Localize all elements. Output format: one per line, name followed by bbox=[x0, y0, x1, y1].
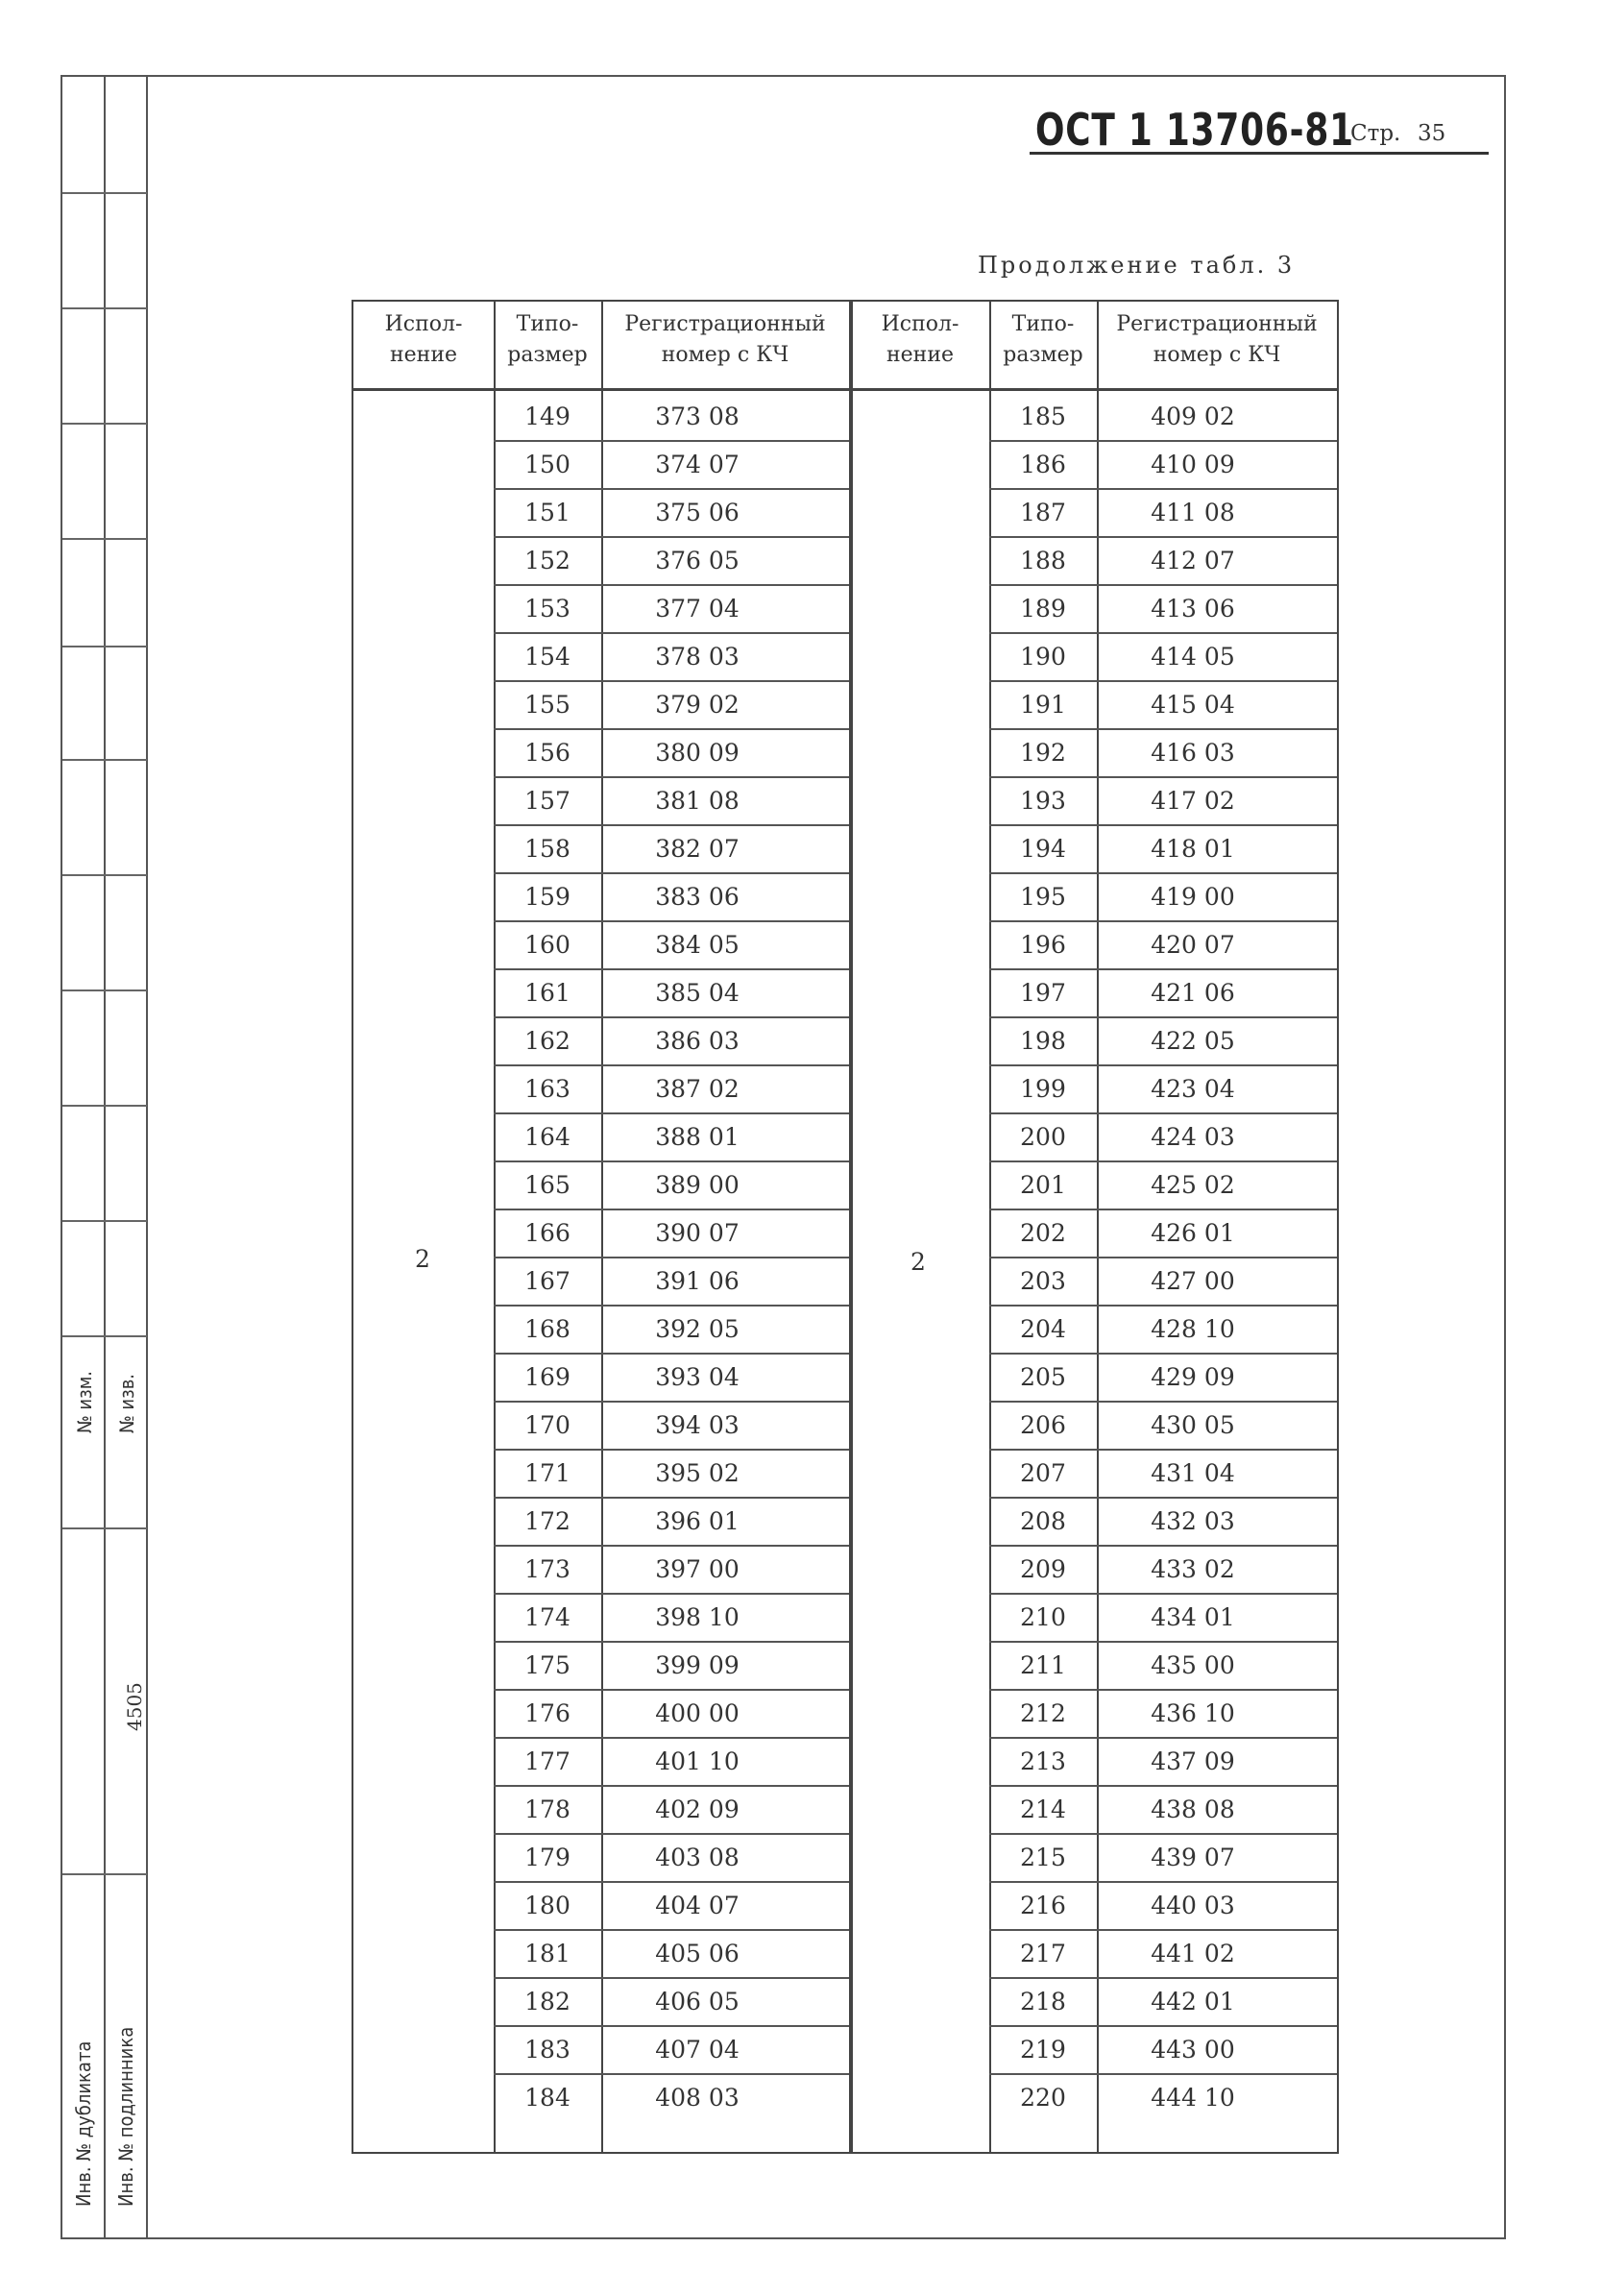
stamp-line bbox=[62, 1335, 147, 1337]
reg-number-cell-left: 373 08 bbox=[655, 403, 740, 430]
size-cell-left: 166 bbox=[524, 1219, 570, 1247]
size-cell-left: 174 bbox=[524, 1603, 570, 1631]
stamp-izm-label: № изм. bbox=[73, 1371, 96, 1433]
size-cell-right: 203 bbox=[1020, 1267, 1066, 1295]
size-cell-left: 154 bbox=[524, 643, 570, 671]
header-underline bbox=[1030, 152, 1489, 155]
reg-number-cell-left: 390 07 bbox=[655, 1219, 740, 1247]
reg-number-cell-left: 394 03 bbox=[655, 1411, 740, 1439]
size-cell-right: 208 bbox=[1020, 1507, 1066, 1535]
size-cell-right: 212 bbox=[1020, 1699, 1066, 1727]
size-cell-left: 169 bbox=[524, 1363, 570, 1391]
size-cell-right: 207 bbox=[1020, 1459, 1066, 1487]
size-cell-left: 168 bbox=[524, 1315, 570, 1343]
reg-number-cell-left: 379 02 bbox=[655, 691, 740, 719]
header-execution-left: Испол- нение bbox=[384, 312, 463, 367]
reg-number-cell-right: 423 04 bbox=[1151, 1075, 1235, 1103]
stamp-line bbox=[62, 307, 147, 309]
size-cell-right: 193 bbox=[1020, 787, 1066, 815]
table-caption: Продолжение табл. 3 bbox=[978, 252, 1296, 279]
reg-number-cell-right: 421 06 bbox=[1151, 979, 1235, 1007]
reg-number-cell-right: 415 04 bbox=[1151, 691, 1235, 719]
size-cell-left: 152 bbox=[524, 547, 570, 574]
stamp-strip-divider-1 bbox=[104, 77, 106, 2238]
page-number: 35 bbox=[1418, 121, 1446, 146]
size-cell-right: 197 bbox=[1020, 979, 1066, 1007]
size-cell-left: 184 bbox=[524, 2084, 570, 2112]
size-cell-right: 214 bbox=[1020, 1795, 1066, 1823]
stamp-line bbox=[62, 192, 147, 194]
reg-number-cell-right: 439 07 bbox=[1151, 1844, 1235, 1871]
size-cell-right: 215 bbox=[1020, 1844, 1066, 1871]
stamp-line bbox=[62, 538, 147, 540]
size-cell-right: 204 bbox=[1020, 1315, 1066, 1343]
size-cell-right: 219 bbox=[1020, 2036, 1066, 2064]
size-cell-right: 200 bbox=[1020, 1123, 1066, 1151]
reg-number-cell-right: 444 10 bbox=[1151, 2084, 1235, 2112]
reg-number-cell-right: 426 01 bbox=[1151, 1219, 1235, 1247]
reg-number-cell-left: 405 06 bbox=[655, 1940, 740, 1967]
reg-number-cell-left: 395 02 bbox=[655, 1459, 740, 1487]
reg-number-cell-right: 409 02 bbox=[1151, 403, 1235, 430]
size-cell-left: 177 bbox=[524, 1747, 570, 1775]
reg-number-cell-right: 442 01 bbox=[1151, 1988, 1235, 2015]
size-cell-left: 151 bbox=[524, 499, 570, 526]
reg-number-cell-right: 427 00 bbox=[1151, 1267, 1235, 1295]
size-cell-left: 156 bbox=[524, 739, 570, 767]
reg-number-cell-left: 389 00 bbox=[655, 1171, 740, 1199]
reg-number-cell-left: 387 02 bbox=[655, 1075, 740, 1103]
stamp-line bbox=[62, 1105, 147, 1107]
block-divider bbox=[849, 302, 853, 2152]
stamp-line bbox=[62, 1220, 147, 1222]
size-cell-right: 206 bbox=[1020, 1411, 1066, 1439]
size-cell-left: 160 bbox=[524, 931, 570, 959]
header-separator bbox=[353, 388, 1337, 391]
reg-number-cell-left: 398 10 bbox=[655, 1603, 740, 1631]
size-cell-right: 187 bbox=[1020, 499, 1066, 526]
reg-number-cell-left: 376 05 bbox=[655, 547, 740, 574]
reg-number-cell-left: 406 05 bbox=[655, 1988, 740, 2015]
reg-number-cell-right: 414 05 bbox=[1151, 643, 1235, 671]
size-cell-right: 195 bbox=[1020, 883, 1066, 911]
size-cell-right: 190 bbox=[1020, 643, 1066, 671]
reg-number-cell-right: 418 01 bbox=[1151, 835, 1235, 863]
stamp-line bbox=[62, 874, 147, 876]
execution-value-right: 2 bbox=[910, 1248, 926, 1276]
size-cell-left: 180 bbox=[524, 1892, 570, 1919]
size-cell-left: 155 bbox=[524, 691, 570, 719]
reg-number-cell-right: 420 07 bbox=[1151, 931, 1235, 959]
reg-number-cell-left: 400 00 bbox=[655, 1699, 740, 1727]
stamp-inventory-number: 4505 bbox=[123, 1682, 146, 1731]
size-cell-left: 182 bbox=[524, 1988, 570, 2015]
reg-number-cell-left: 381 08 bbox=[655, 787, 740, 815]
size-cell-right: 189 bbox=[1020, 595, 1066, 623]
size-cell-left: 178 bbox=[524, 1795, 570, 1823]
reg-number-cell-right: 419 00 bbox=[1151, 883, 1235, 911]
reg-number-cell-left: 386 03 bbox=[655, 1027, 740, 1055]
reg-number-cell-right: 437 09 bbox=[1151, 1747, 1235, 1775]
size-cell-right: 202 bbox=[1020, 1219, 1066, 1247]
reg-number-cell-left: 377 04 bbox=[655, 595, 740, 623]
reg-number-cell-right: 413 06 bbox=[1151, 595, 1235, 623]
header-reg-right: Регистрационный номер с КЧ bbox=[1116, 312, 1318, 367]
reg-number-cell-right: 410 09 bbox=[1151, 451, 1235, 478]
size-cell-right: 191 bbox=[1020, 691, 1066, 719]
size-cell-right: 196 bbox=[1020, 931, 1066, 959]
size-cell-left: 171 bbox=[524, 1459, 570, 1487]
stamp-strip-divider-2 bbox=[146, 77, 148, 2238]
reg-number-cell-left: 385 04 bbox=[655, 979, 740, 1007]
stamp-line bbox=[62, 646, 147, 647]
header-reg-left: Регистрационный номер с КЧ bbox=[624, 312, 826, 367]
size-cell-left: 161 bbox=[524, 979, 570, 1007]
size-cell-right: 201 bbox=[1020, 1171, 1066, 1199]
reg-number-cell-left: 401 10 bbox=[655, 1747, 740, 1775]
reg-number-cell-right: 433 02 bbox=[1151, 1555, 1235, 1583]
reg-number-cell-right: 429 09 bbox=[1151, 1363, 1235, 1391]
header-size-left: Типо- размер bbox=[507, 312, 588, 367]
reg-number-cell-left: 382 07 bbox=[655, 835, 740, 863]
size-cell-left: 170 bbox=[524, 1411, 570, 1439]
reg-number-cell-right: 416 03 bbox=[1151, 739, 1235, 767]
reg-number-cell-left: 384 05 bbox=[655, 931, 740, 959]
size-cell-right: 188 bbox=[1020, 547, 1066, 574]
reg-number-cell-left: 397 00 bbox=[655, 1555, 740, 1583]
reg-number-cell-right: 425 02 bbox=[1151, 1171, 1235, 1199]
size-cell-left: 165 bbox=[524, 1171, 570, 1199]
size-cell-right: 220 bbox=[1020, 2084, 1066, 2112]
reg-number-cell-right: 438 08 bbox=[1151, 1795, 1235, 1823]
size-cell-left: 149 bbox=[524, 403, 570, 430]
size-cell-left: 181 bbox=[524, 1940, 570, 1967]
reg-number-cell-left: 408 03 bbox=[655, 2084, 740, 2112]
reg-number-cell-left: 403 08 bbox=[655, 1844, 740, 1871]
reg-number-cell-right: 424 03 bbox=[1151, 1123, 1235, 1151]
size-cell-right: 194 bbox=[1020, 835, 1066, 863]
stamp-line bbox=[62, 423, 147, 425]
size-cell-right: 185 bbox=[1020, 403, 1066, 430]
size-cell-right: 205 bbox=[1020, 1363, 1066, 1391]
stamp-line bbox=[62, 759, 147, 761]
reg-number-cell-left: 383 06 bbox=[655, 883, 740, 911]
header-execution-right: Испол- нение bbox=[881, 312, 959, 367]
reg-number-cell-left: 402 09 bbox=[655, 1795, 740, 1823]
reg-number-cell-right: 411 08 bbox=[1151, 499, 1235, 526]
size-cell-right: 211 bbox=[1020, 1651, 1066, 1679]
size-cell-left: 162 bbox=[524, 1027, 570, 1055]
reg-number-cell-left: 393 04 bbox=[655, 1363, 740, 1391]
reg-number-cell-left: 388 01 bbox=[655, 1123, 740, 1151]
size-cell-right: 216 bbox=[1020, 1892, 1066, 1919]
size-cell-right: 213 bbox=[1020, 1747, 1066, 1775]
reg-number-cell-right: 430 05 bbox=[1151, 1411, 1235, 1439]
reg-number-cell-left: 404 07 bbox=[655, 1892, 740, 1919]
page-label: Стр. bbox=[1350, 121, 1401, 146]
size-cell-right: 218 bbox=[1020, 1988, 1066, 2015]
stamp-duplicate-label: Инв. № дубликата bbox=[72, 2040, 95, 2207]
size-cell-left: 173 bbox=[524, 1555, 570, 1583]
reg-number-cell-left: 380 09 bbox=[655, 739, 740, 767]
header-size-right: Типо- размер bbox=[1003, 312, 1083, 367]
reg-number-cell-left: 399 09 bbox=[655, 1651, 740, 1679]
reg-number-cell-right: 412 07 bbox=[1151, 547, 1235, 574]
reg-number-cell-right: 431 04 bbox=[1151, 1459, 1235, 1487]
reg-number-cell-left: 374 07 bbox=[655, 451, 740, 478]
size-cell-right: 186 bbox=[1020, 451, 1066, 478]
reg-number-cell-right: 432 03 bbox=[1151, 1507, 1235, 1535]
reg-number-cell-right: 440 03 bbox=[1151, 1892, 1235, 1919]
stamp-original-label: Инв. № подлинника bbox=[114, 2026, 137, 2207]
size-cell-left: 164 bbox=[524, 1123, 570, 1151]
reg-number-cell-right: 443 00 bbox=[1151, 2036, 1235, 2064]
reg-number-cell-left: 407 04 bbox=[655, 2036, 740, 2064]
reg-number-cell-left: 378 03 bbox=[655, 643, 740, 671]
size-cell-left: 163 bbox=[524, 1075, 570, 1103]
reg-number-cell-left: 392 05 bbox=[655, 1315, 740, 1343]
size-cell-left: 172 bbox=[524, 1507, 570, 1535]
stamp-line bbox=[62, 989, 147, 991]
size-cell-left: 179 bbox=[524, 1844, 570, 1871]
reg-number-cell-right: 436 10 bbox=[1151, 1699, 1235, 1727]
size-cell-left: 183 bbox=[524, 2036, 570, 2064]
size-cell-right: 199 bbox=[1020, 1075, 1066, 1103]
stamp-izv-label: № изв. bbox=[115, 1373, 138, 1433]
size-cell-right: 217 bbox=[1020, 1940, 1066, 1967]
reg-number-cell-left: 391 06 bbox=[655, 1267, 740, 1295]
document-code: ОСТ 1 13706-81 bbox=[1035, 104, 1354, 156]
size-cell-left: 159 bbox=[524, 883, 570, 911]
size-cell-left: 157 bbox=[524, 787, 570, 815]
reg-number-cell-right: 422 05 bbox=[1151, 1027, 1235, 1055]
reg-number-cell-right: 435 00 bbox=[1151, 1651, 1235, 1679]
reg-number-cell-right: 434 01 bbox=[1151, 1603, 1235, 1631]
size-cell-right: 198 bbox=[1020, 1027, 1066, 1055]
size-cell-right: 192 bbox=[1020, 739, 1066, 767]
data-table bbox=[352, 300, 1339, 2154]
execution-value-left: 2 bbox=[415, 1245, 430, 1273]
reg-number-cell-left: 396 01 bbox=[655, 1507, 740, 1535]
size-cell-left: 158 bbox=[524, 835, 570, 863]
reg-number-cell-right: 428 10 bbox=[1151, 1315, 1235, 1343]
stamp-line bbox=[62, 1527, 147, 1529]
size-cell-left: 153 bbox=[524, 595, 570, 623]
size-cell-left: 175 bbox=[524, 1651, 570, 1679]
reg-number-cell-right: 417 02 bbox=[1151, 787, 1235, 815]
size-cell-left: 176 bbox=[524, 1699, 570, 1727]
reg-number-cell-right: 441 02 bbox=[1151, 1940, 1235, 1967]
stamp-line bbox=[62, 1873, 147, 1875]
size-cell-left: 167 bbox=[524, 1267, 570, 1295]
size-cell-right: 209 bbox=[1020, 1555, 1066, 1583]
size-cell-left: 150 bbox=[524, 451, 570, 478]
size-cell-right: 210 bbox=[1020, 1603, 1066, 1631]
reg-number-cell-left: 375 06 bbox=[655, 499, 740, 526]
